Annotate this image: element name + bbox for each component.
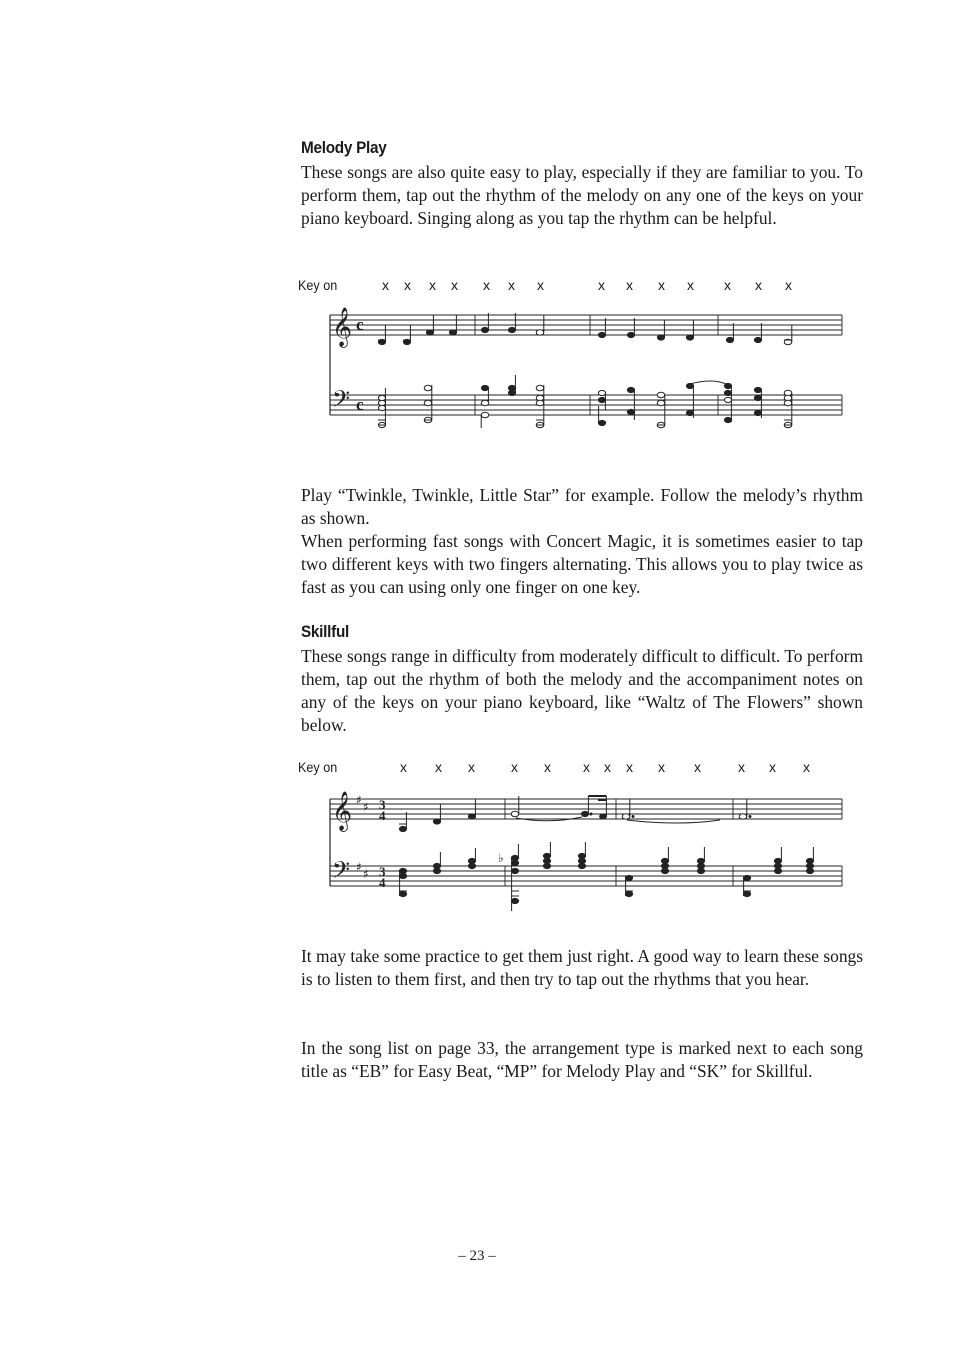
section-heading-skillful: Skillful (301, 622, 350, 641)
song-list-text: In the song list on page 33, the arrangement type is marked next to each song title as “EB” for Easy Beat, “MP” for Melody Play and “SK” for Skillful. (301, 1038, 863, 1081)
sharp-icon: ♯ (356, 793, 362, 807)
page-number: – 23 – (458, 1248, 496, 1264)
time-signature-bottom: 4 (379, 808, 386, 823)
tap-mark: x (769, 759, 776, 775)
song-list-paragraph (301, 1037, 863, 1083)
melody-play-text: These songs are also quite easy to play, especially if they are familiar to you. To perform them, tap out the rhythm of the melody on any one of the keys on your piano keyboard. Singing along as you tap the rhythm can be helpful. (301, 162, 863, 228)
bass-clef-icon: 𝄢 (332, 385, 351, 418)
time-signature-treble: c (356, 315, 364, 334)
tap-mark: x (400, 759, 407, 775)
skillful-paragraph (301, 645, 863, 737)
time-signature-top: 3 (379, 797, 386, 812)
music-score-twinkle (320, 300, 850, 445)
tap-mark: x (604, 759, 611, 775)
music-score-waltz (320, 782, 850, 912)
tap-mark: x (404, 277, 411, 293)
skillful-text: These songs range in difficulty from moderately difficult to difficult. To perform them, tap out the rhythm of both the melody and the accompaniment notes on any of the keys on your piano keyboard, like “Waltz of The Flowers” shown below. (301, 646, 863, 735)
tap-mark: x (468, 759, 475, 775)
melody-play-paragraph (301, 161, 863, 230)
tap-mark: x (658, 277, 665, 293)
tap-mark: x (694, 759, 701, 775)
practice-text: It may take some practice to get them just right. A good way to learn these songs is to listen to them first, and then try to tap out the rhythms that you hear. (301, 946, 863, 989)
tap-mark: x (755, 277, 762, 293)
tap-mark: x (483, 277, 490, 293)
tap-mark: x (803, 759, 810, 775)
twinkle-paragraph: Play “Twinkle, Twinkle, Little Star” for example. Follow the melody’s rhythm as shown. (301, 485, 863, 528)
sharp-icon: ♯ (363, 867, 369, 881)
tap-mark: x (626, 277, 633, 293)
tap-mark: x (429, 277, 436, 293)
tap-mark: x (738, 759, 745, 775)
tap-mark: x (724, 277, 731, 293)
tap-mark: x (382, 277, 389, 293)
tap-mark: x (451, 277, 458, 293)
key-on-label: Key on (298, 277, 338, 293)
flat-icon: ♭ (498, 851, 504, 865)
tap-mark: x (626, 759, 633, 775)
practice-paragraph (301, 945, 863, 991)
section-heading-melody-play: Melody Play (301, 138, 387, 157)
tap-mark: x (658, 759, 665, 775)
tap-mark: x (508, 277, 515, 293)
fast-songs-paragraph: When performing fast songs with Concert Magic, it is sometimes easier to tap two different keys with two fingers alternating. This allows you to play twice as fast as you can using only one finger on one key. (301, 531, 863, 597)
time-signature-bottom: 4 (379, 875, 386, 890)
tap-mark: x (537, 277, 544, 293)
sharp-icon: ♯ (356, 860, 362, 874)
time-signature-top: 3 (379, 864, 386, 879)
tap-mark: x (583, 759, 590, 775)
treble-clef-icon: 𝄞 (332, 791, 353, 831)
key-on-label: Key on (298, 759, 338, 775)
tap-mark: x (785, 277, 792, 293)
time-signature-bass: c (356, 395, 364, 414)
treble-clef-icon: 𝄞 (332, 307, 353, 347)
tap-mark: x (435, 759, 442, 775)
tap-mark: x (544, 759, 551, 775)
tap-mark: x (598, 277, 605, 293)
bass-clef-icon: 𝄢 (332, 856, 351, 889)
tap-mark: x (687, 277, 694, 293)
tap-mark: x (511, 759, 518, 775)
sharp-icon: ♯ (363, 800, 369, 814)
twinkle-example-text (301, 484, 863, 599)
